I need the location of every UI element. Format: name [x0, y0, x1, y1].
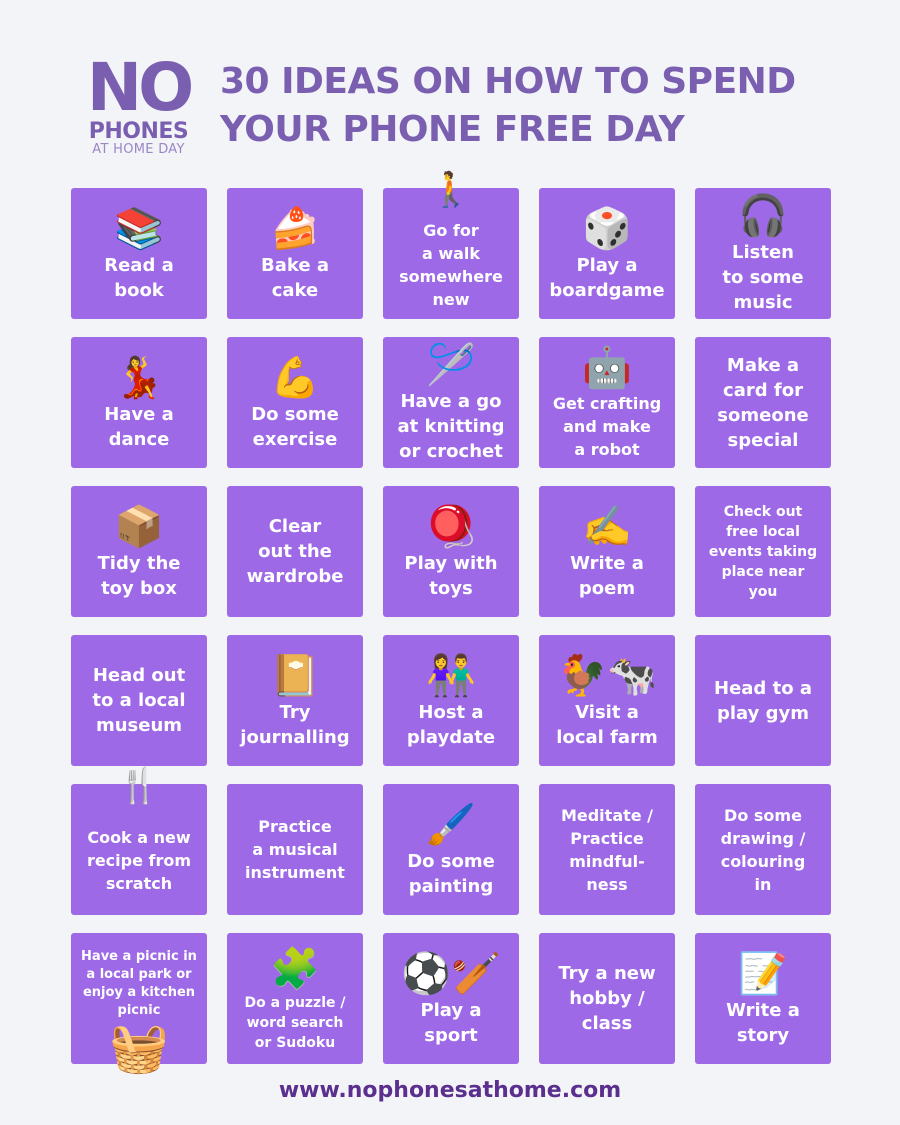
idea-label: Do some exercise — [251, 403, 339, 450]
idea-card — [695, 337, 831, 468]
idea-card — [227, 933, 363, 1064]
idea-card — [695, 784, 831, 915]
idea-card — [383, 933, 519, 1064]
logo-phones: PHONES — [88, 119, 189, 144]
idea-label: Tidy the toy box — [97, 552, 181, 599]
idea-label: Have a go at knitting or crochet — [397, 391, 505, 462]
dice-icon: 🎲 — [582, 205, 632, 252]
picnic-basket-icon: 🧺 — [109, 1020, 169, 1076]
idea-card — [695, 486, 831, 617]
idea-label: Visit a local farm — [556, 701, 658, 748]
idea-label: Try a new hobby / class — [558, 963, 656, 1034]
ideas-grid — [71, 170, 831, 1076]
needle-thread-icon: 🪡 — [426, 342, 476, 388]
idea-label: Listen to some music — [722, 242, 804, 313]
idea-label: Play with toys — [404, 552, 498, 599]
idea-card — [227, 784, 363, 915]
idea-card — [71, 933, 207, 1076]
idea-card — [383, 337, 519, 468]
dancer-icon: 💃 — [114, 354, 164, 401]
idea-card — [383, 784, 519, 915]
idea-label: Bake a cake — [261, 254, 329, 301]
idea-label: Meditate / Practice mindful- ness — [560, 805, 654, 894]
idea-label: Play a sport — [420, 999, 482, 1046]
website-url[interactable]: www.nophonesathome.com — [278, 1078, 622, 1103]
toy-box-icon: 📦 — [114, 503, 164, 550]
sports-ball-icon: ⚽🏏 — [401, 950, 501, 997]
idea-card — [539, 784, 675, 915]
idea-label: Do some painting — [407, 850, 495, 897]
cake-icon: 🍰 — [270, 205, 320, 252]
idea-card — [71, 635, 207, 766]
logo-no: NO — [86, 49, 191, 126]
headphones-icon: 🎧 — [738, 193, 788, 239]
farm-animals-icon: 🐓🐄 — [557, 652, 657, 699]
walking-person-icon: 🚶 — [429, 170, 473, 210]
idea-card — [695, 635, 831, 766]
idea-label: Cook a new recipe from scratch — [86, 828, 192, 893]
robot-icon: 🤖 — [582, 345, 632, 391]
idea-card — [383, 170, 519, 319]
idea-card — [383, 635, 519, 766]
books-icon: 📚 — [114, 205, 164, 252]
idea-label: Head to a play gym — [714, 677, 812, 724]
flexed-bicep-icon: 💪 — [270, 354, 320, 401]
idea-label: Play a boardgame — [549, 254, 665, 301]
idea-card — [539, 486, 675, 617]
idea-card — [539, 635, 675, 766]
idea-card — [695, 933, 831, 1064]
puzzle-piece-icon: 🧩 — [270, 945, 320, 992]
idea-label: Try journalling — [240, 701, 350, 748]
idea-label: Write a story — [726, 999, 800, 1046]
logo-subtitle: AT HOME DAY — [92, 142, 185, 157]
fork-knife-icon: 🍴 — [117, 766, 161, 806]
idea-card — [71, 486, 207, 617]
idea-label: Have a picnic in a local park or enjoy a kitchen picnic — [81, 948, 197, 1018]
idea-card — [539, 337, 675, 468]
idea-label: Check out free local events taking place near you — [708, 503, 818, 600]
idea-label: Do a puzzle / word search or Sudoku — [244, 994, 346, 1051]
idea-label: Read a book — [104, 254, 174, 301]
memo-pencil-icon: 📝 — [738, 950, 788, 997]
yoyo-icon: 🪀 — [426, 503, 476, 550]
paintbrush-icon: 🖌️ — [426, 801, 476, 848]
idea-label: Do some drawing / colouring in — [720, 805, 806, 894]
idea-label: Get crafting and make a robot — [552, 394, 662, 459]
idea-label: Practice a musical instrument — [245, 817, 345, 882]
idea-card — [71, 188, 207, 319]
writing-hand-icon: ✍️ — [582, 503, 632, 550]
idea-card — [227, 188, 363, 319]
page-title: 30 IDEAS ON HOW TO SPEND YOUR PHONE FREE DAY — [220, 61, 796, 150]
notebook-icon: 📔 — [270, 652, 320, 699]
idea-label: Make a card for someone special — [717, 354, 809, 451]
idea-card — [71, 766, 207, 915]
idea-label: Clear out the wardrobe — [246, 516, 344, 587]
idea-label: Host a playdate — [406, 701, 496, 748]
logo — [76, 49, 201, 157]
idea-card — [695, 188, 831, 319]
idea-card — [539, 188, 675, 319]
two-children-icon: 👫 — [426, 652, 476, 699]
idea-label: Go for a walk somewhere new — [399, 220, 503, 309]
idea-card — [227, 337, 363, 468]
idea-card — [227, 635, 363, 766]
idea-card — [383, 486, 519, 617]
idea-card — [71, 337, 207, 468]
idea-label: Have a dance — [104, 403, 174, 450]
idea-label: Head out to a local museum — [92, 665, 186, 736]
idea-card — [539, 933, 675, 1064]
idea-label: Write a poem — [570, 552, 644, 599]
idea-card — [227, 486, 363, 617]
